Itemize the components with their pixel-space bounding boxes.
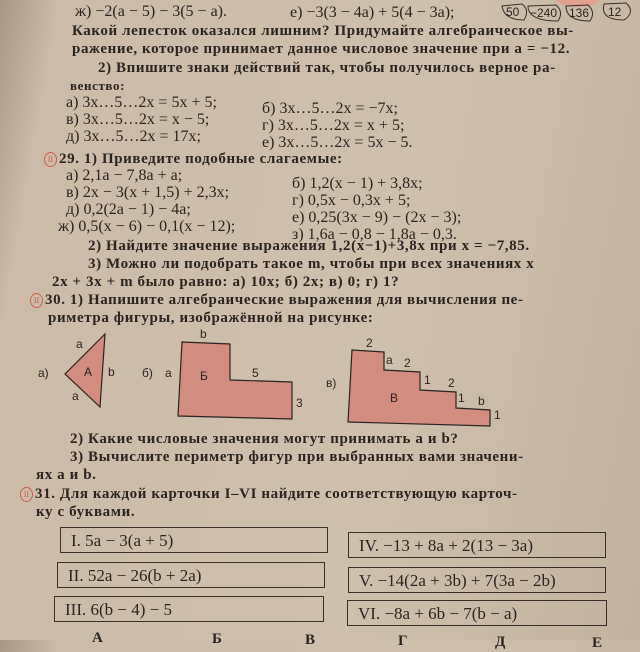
paragraph-line: венство: bbox=[70, 78, 125, 93]
side-label: a bbox=[76, 337, 83, 351]
paragraph-line: 2) Впишите знаки действий так, чтобы получилось верное ра- bbox=[98, 60, 556, 76]
side-label: a bbox=[72, 389, 79, 403]
staircase-figure-v bbox=[348, 350, 490, 426]
letter-card-label: Е bbox=[592, 635, 603, 651]
petal-value: 50 bbox=[506, 5, 520, 19]
side-label: 1 bbox=[424, 373, 431, 387]
letter-card-label: Б bbox=[212, 631, 223, 647]
flower-figure bbox=[500, 0, 640, 22]
paragraph-line: ражение, которое принимает данное числовое значение при a = −12. bbox=[72, 41, 571, 57]
task-item: д) 0,2(2a − 1) − 4a; bbox=[66, 201, 191, 218]
exercise-title-text: 31. Для каждой карточки I–VI найдите соответствующую карточ- bbox=[35, 486, 518, 502]
expression-card: II. 52a − 26(b + 2a) bbox=[57, 562, 325, 588]
expression-card: III. 6(b − 4) − 5 bbox=[54, 596, 324, 622]
figure-name: A bbox=[84, 365, 93, 379]
expression-card: IV. −13 + 8a + 2(13 − 3a) bbox=[348, 532, 606, 558]
figures bbox=[0, 322, 640, 430]
exercise-title-text: 29. 1) Приведите подобные слагаемые: bbox=[59, 151, 343, 167]
expression-card: V. −14(2a + 3b) + 7(3a − 2b) bbox=[348, 567, 606, 593]
side-label: a bbox=[165, 366, 172, 380]
exercise-30-title bbox=[30, 292, 524, 309]
task-item: б) 1,2(x − 1) + 3,8x; bbox=[292, 175, 423, 192]
letter-card-label: Д bbox=[495, 634, 506, 650]
side-label: b bbox=[200, 327, 207, 341]
side-label: 2 bbox=[366, 336, 373, 350]
letter-card-label: В bbox=[305, 632, 316, 648]
exercise-31-title bbox=[20, 486, 518, 503]
side-label: 1 bbox=[494, 408, 501, 422]
difficulty-badge: II bbox=[20, 487, 33, 502]
paragraph-line: Какой лепесток оказался лишним? Придумайте алгебраическое вы- bbox=[72, 23, 574, 39]
figure-label: а) bbox=[38, 366, 49, 380]
figure-label: б) bbox=[142, 366, 153, 380]
exercise-title-text: 30. 1) Напишите алгебраические выражения для вычисления пе- bbox=[45, 292, 524, 308]
difficulty-badge: II bbox=[30, 293, 43, 308]
side-label: 2 bbox=[448, 376, 455, 390]
side-label: b bbox=[478, 394, 485, 408]
petal-value: 12 bbox=[608, 5, 622, 19]
side-label: 1 bbox=[458, 391, 465, 405]
task-item: ж) −2(a − 5) − 3(5 − a). bbox=[75, 3, 227, 20]
task-item: г) 0,5x − 0,3x + 5; bbox=[292, 192, 411, 209]
side-label: 5 bbox=[252, 366, 259, 380]
side-label: 3 bbox=[296, 396, 303, 410]
side-label: 2 bbox=[404, 356, 411, 370]
expression-card: VI. −8a + 6b − 7(b − a) bbox=[347, 600, 607, 626]
task-item: в) 3x…5…2x = x − 5; bbox=[66, 111, 210, 128]
task-question: 2) Найдите значение выражения 1,2(x−1)+3,8x при x = −7,85. bbox=[88, 238, 530, 254]
figure-name: B bbox=[390, 391, 399, 405]
task-item: е) 0,25(3x − 9) − (2x − 3); bbox=[292, 209, 462, 226]
task-item: а) 3x…5…2x = 5x + 5; bbox=[66, 94, 217, 111]
task-question: 2) Какие числовые значения могут принимать a и b? bbox=[70, 431, 459, 447]
figure-label: в) bbox=[326, 376, 337, 390]
figure-name: Б bbox=[200, 369, 208, 383]
task-question: 2x + 3x + m было равно: а) 10x; б) 2x; в) 0; г) 1? bbox=[52, 274, 400, 290]
side-label: a bbox=[386, 353, 393, 367]
exercise-29-title bbox=[44, 151, 343, 168]
task-item: а) 2,1a − 7,8a + a; bbox=[66, 167, 183, 184]
side-label: b bbox=[108, 365, 115, 379]
task-question: ях a и b. bbox=[36, 467, 97, 483]
task-item: з) 1,6a − 0,8 − 1,8a − 0,3. bbox=[292, 226, 457, 243]
task-item: е) 3x…5…2x = 5x − 5. bbox=[262, 134, 413, 151]
task-item: ж) 0,5(x − 6) − 0,1(x − 12); bbox=[58, 218, 236, 235]
difficulty-badge: II bbox=[44, 152, 57, 167]
task-question: 3) Вычислите периметр фигур при выбранных вами значени- bbox=[70, 449, 524, 465]
task-item: г) 3x…5…2x = x + 5; bbox=[262, 117, 405, 134]
expression-card: I. 5a − 3(a + 5) bbox=[60, 527, 328, 553]
letter-card-label: А bbox=[92, 630, 104, 646]
task-item: в) 2x − 3(x + 1,5) + 2,3x; bbox=[66, 184, 230, 201]
task-question: 3) Можно ли подобрать такое m, чтобы при всех значениях x bbox=[88, 256, 535, 272]
l-shape-figure-b bbox=[178, 342, 292, 419]
paragraph-line: риметра фигуры, изображённой на рисунке: bbox=[48, 310, 374, 326]
paragraph-line: ку с буквами. bbox=[36, 504, 136, 520]
petal-value: −240 bbox=[530, 6, 558, 20]
task-item: е) −3(3 − 4a) + 5(4 − 3a); bbox=[290, 4, 455, 21]
task-item: б) 3x…5…2x = −7x; bbox=[262, 100, 398, 117]
petal-value: 136 bbox=[569, 6, 590, 20]
letter-card-label: Г bbox=[398, 633, 409, 649]
task-item: д) 3x…5…2x = 17x; bbox=[66, 128, 201, 145]
